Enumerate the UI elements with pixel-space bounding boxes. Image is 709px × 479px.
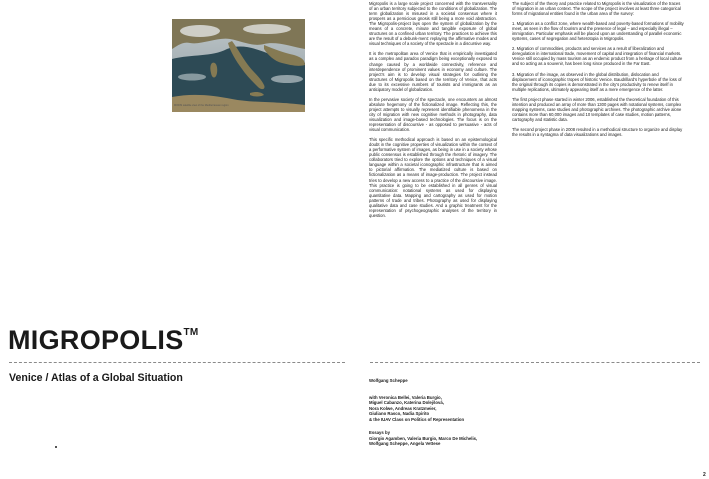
page-title (8, 325, 199, 356)
decorative-dot (55, 446, 57, 448)
satellite-map (172, 19, 305, 112)
paragraph: Migropolis is a large scale project concerned with the transversality of an urban territory subjected to the conditions of globalization. The term globalization is misused in a societal consensus where it prospers as a pernicious gnosis still being a more void abstraction. The Migropolis-project lays open the system of globalization by the means of a concrete, minute and tangible exposure of global structures on a confined urban territory. The practices to achieve this are the result of a debunk-ment: replaying the affirmative modes and visual techniques of a society of the spectacle in a discursive way. (369, 1, 497, 47)
paragraph: In the pervasive society of the spectacle, one encounters an almost absolute hegemony of the fictionalized image. Reflecting this, the project attempts to visually represent identifiable phenomena in the city of migration with new cognitive methods in photography, data visualization and image-based technologies. The focus is on the representation of discoursive - as opposed to persuasive - acts of visual communication. (369, 96, 497, 133)
page-subtitle: Venice / Atlas of a Global Situation (9, 372, 183, 384)
collaborators-line: Miguel Cabanzo, Katerina Dolejšová, (369, 400, 444, 405)
paragraph: 1. Migration as a conflict zone, where wealth-based and poverty-based formations of mobility meet, as seen in the flow of tourism and the presence of legal – and especially illegal – immigration. Particular emphasis will be placed upon an understanding of parallel economic systems, cases of segregation and heterotopia in Migropolis. (512, 21, 684, 42)
page-number: 2 (703, 472, 706, 478)
divider-left (9, 362, 345, 363)
paragraph: 2. Migration of commodities, products and services as a result of liberalization and deregulation in international trade, movement of capital and integration of financial markets. Venice still occupied by mass tourism as an endemic product from a heritage of local culture and so acting as a souvenir, has been long since produced in the Far East. (512, 46, 683, 67)
paragraph: This specific methodical approach is based on an epistemological doubt in the cognitive properties of visualization within the context of a performative system of images, as being in use in a society whose public consensus is established through the rhetoric of imagery. The collaborators tried to explore the options and techniques of a visual language within a societal iconographic infrastructure that is aimed to pictorial affirmation. The mediatized culture is based on fictionalization as a means of image-production. The project instead tries to develop a new access to a practice of the discoursive image. This practice is going to be established in all genres of visual communication: notational systems as used for displaying quantitative data. Mapping and cartography as used for motion patterns of trade and tribes. Photography as used for displaying qualitative data and case studies. And a graphic treatment for the representation of psychogeographic analyses of the territory in question. (369, 137, 497, 218)
paragraph: It is the metropolitan area of Venice that is empirically investigated as a complex and paradox paradigm being exceptionally exposed to change caused by a worldwide connectivity, reference and interdependence of prominent values in economy and culture. The project's aim is to develop visual strategies for outlining the structures of Migropolis based on the territory of Venice, that acts due to its excessive numbers of tourists and immigrants as an anticipatory model of globalization. (369, 51, 497, 92)
collaborators-line: Nora Kolwe, Andreas Kratzmeier, (369, 405, 437, 411)
title-text: MIGROPOLIS (8, 325, 184, 355)
collaborators-line: & the IUAV Class on Politics of Representation (369, 416, 465, 422)
collaborators-line: with Veronica Bellei, Valeria Burgio, (369, 394, 442, 400)
author-name: Wolfgang Scheppe (369, 378, 408, 383)
collaborators-line: Giuliano Rasco, Nadia Spirito (369, 411, 430, 416)
collaborators-list (369, 395, 569, 423)
essays-heading: Essays by (369, 430, 391, 435)
satellite-image (172, 19, 305, 112)
body-column-left (369, 1, 497, 223)
paragraph: The first project phase started in winter 2006, established the theoretical foundation of this intention and produced an array of more than 1300 pages with notational systems, complex mapping systems, case studies and photographic archives. The photographic archive alone contains more than 60,000 images and 10 templates of case studies, motion patterns, cartography and statistic data. (512, 96, 682, 122)
paragraph: The subject of the theory and practice related to Migropolis is the visualization of the traces of migration in an urban context. The scope of the project involves at least three categorical forms of migrational entities found in the urban area of the survey: (512, 1, 681, 17)
credits (369, 378, 569, 447)
trademark-symbol: TM (183, 327, 199, 338)
divider-right (370, 362, 700, 363)
essays-list (369, 430, 569, 447)
paragraph: The second project phase in 2008 resulted in a methodical structure to organize and display the results in a syntagma of data visualizations and images. (512, 126, 683, 137)
paragraph: 3. Migration of the image, as observed in the global distribution, dislocation and displacement of iconographic tropes of historic Venice. Baudrillard's hyperbole of the loss of the original through its copies is demonstrated in the city's productivity to renew itself in multiple replications, ultimately appearing itself as a mere emergence of the latter. (512, 71, 682, 92)
image-caption: MODIS satellite view of the Mediterranean region (174, 104, 229, 107)
body-column-right (512, 1, 684, 142)
essayists-line: Wolfgang Scheppe, Angela Vettese (369, 441, 441, 446)
essayists-line: Giorgio Agamben, Valeria Burgio, Marco De Michelis, (369, 435, 478, 441)
